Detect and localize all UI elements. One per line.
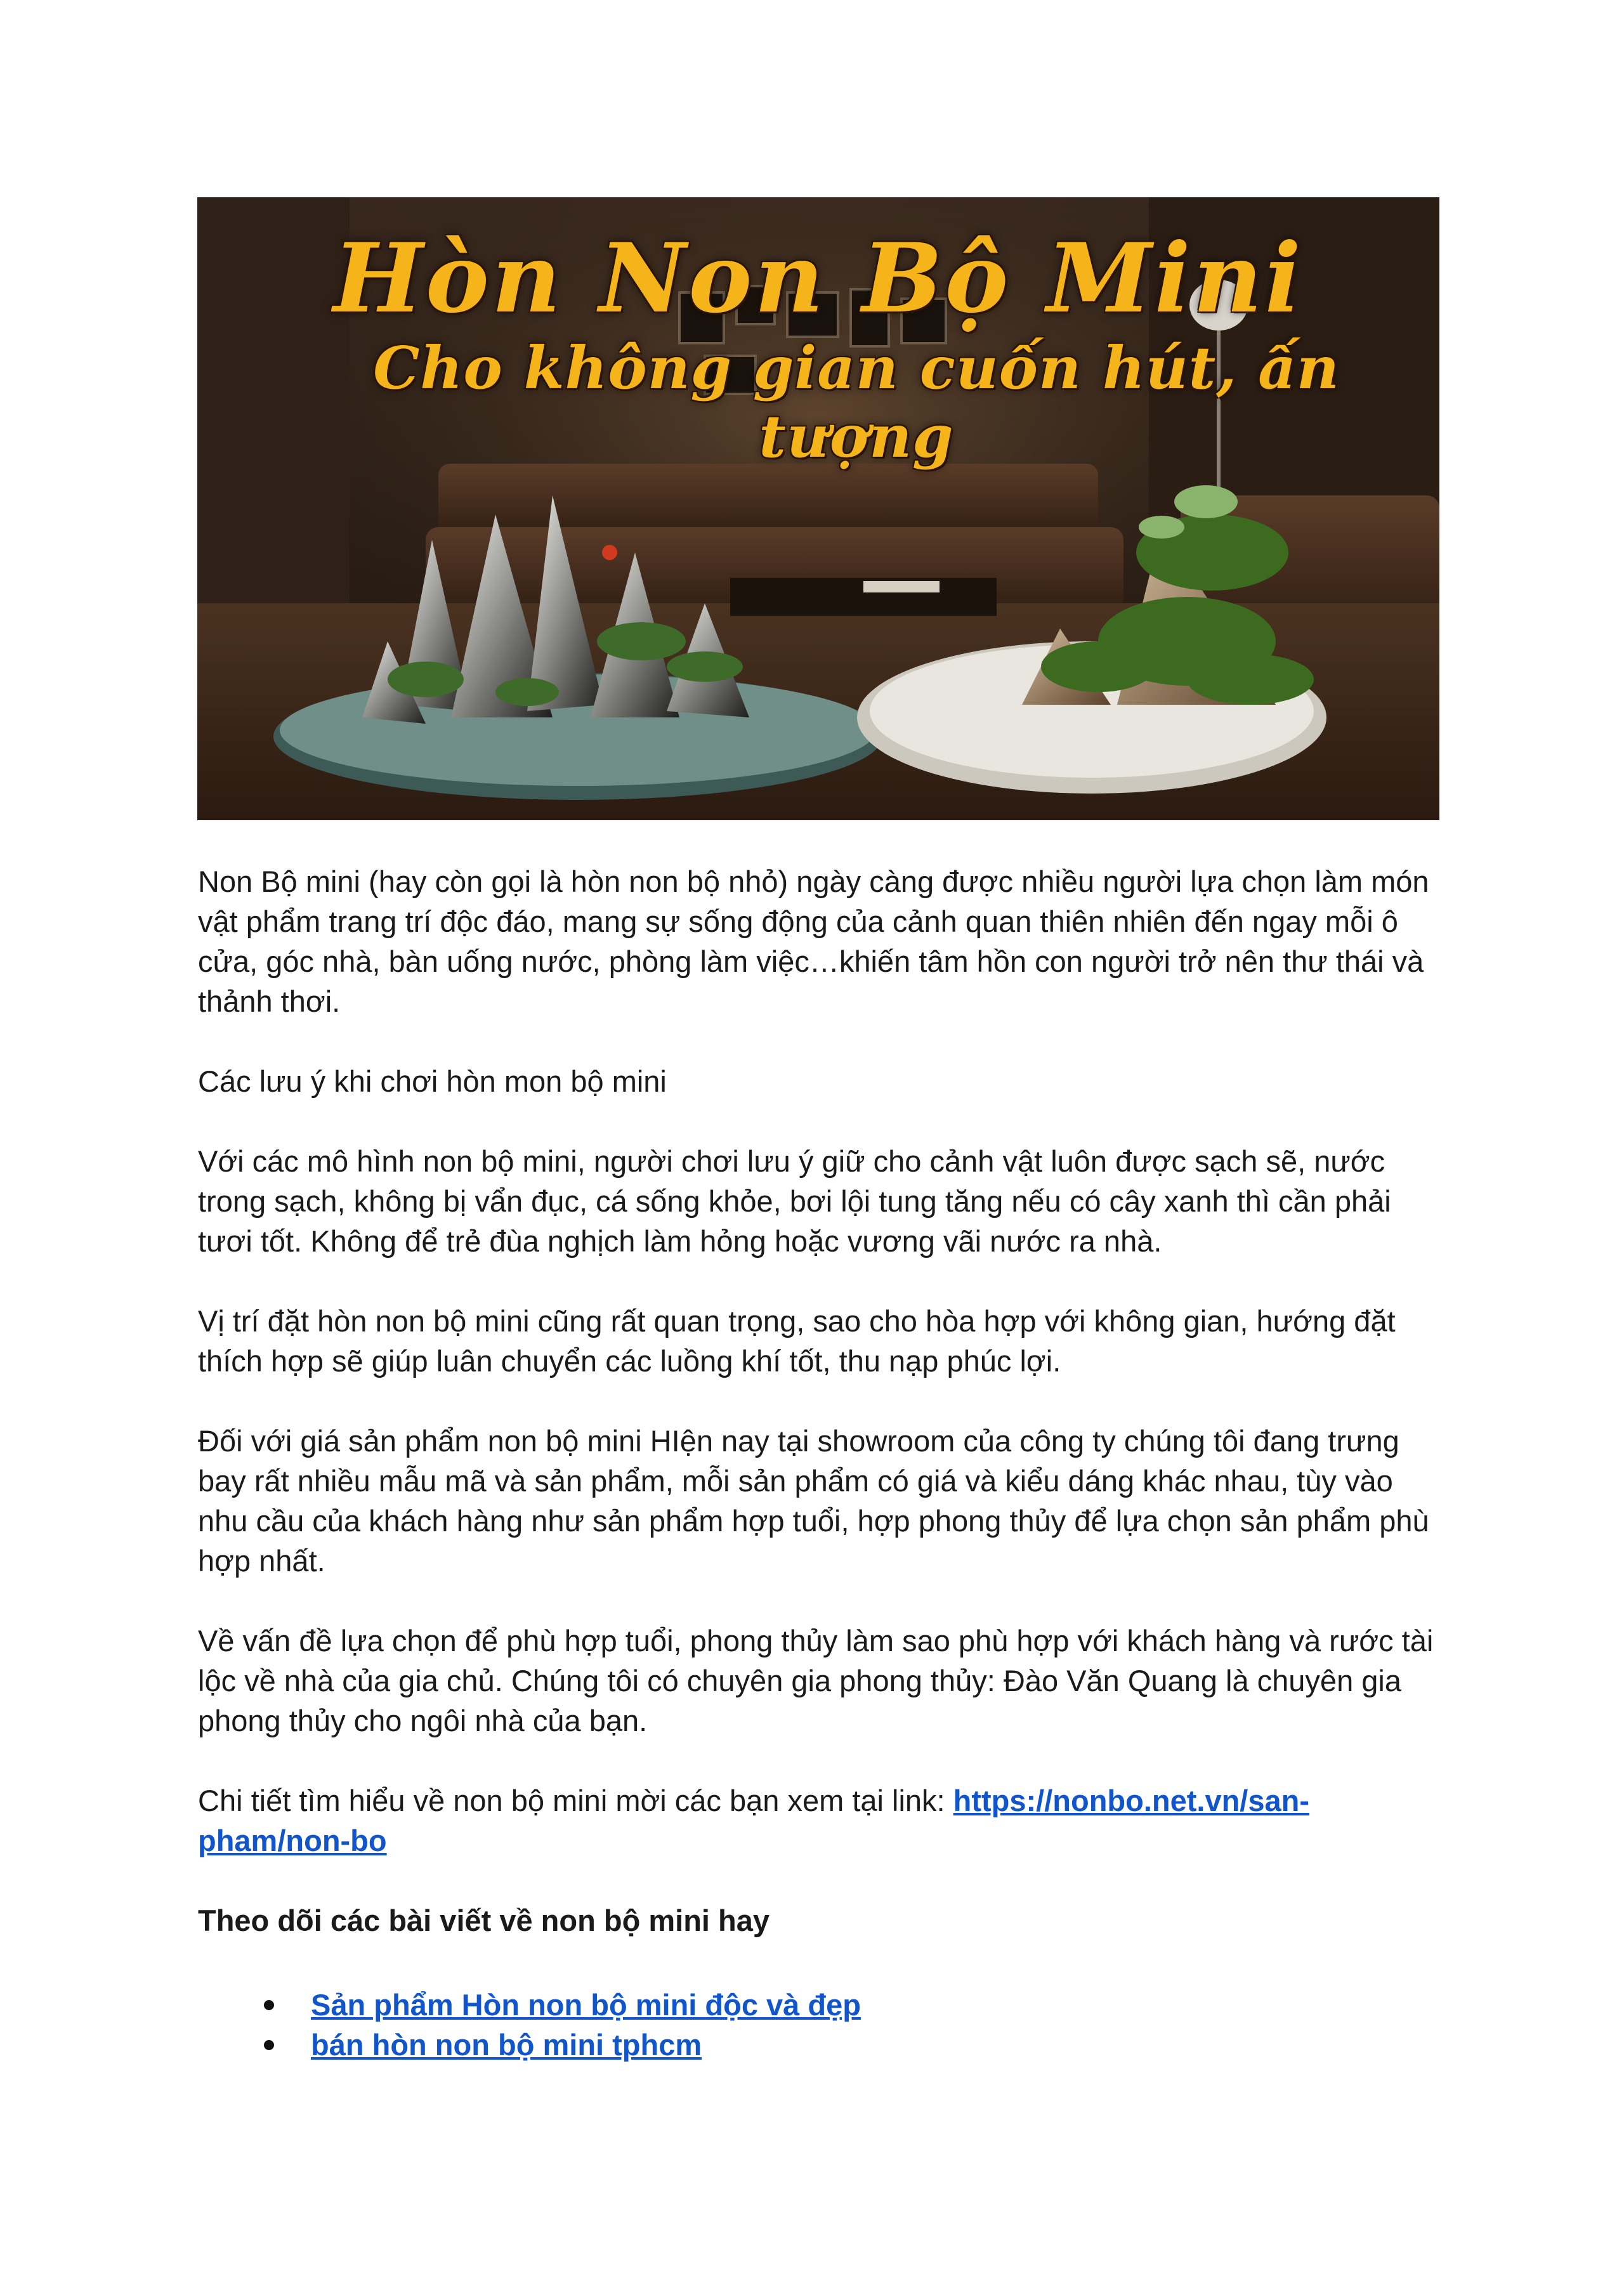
list-item [311,2025,1435,2065]
pricing-paragraph: Đối với giá sản phẩm non bộ mini HIện nay tại showroom của công ty chúng tôi đang trưng bay rất nhiều mẫu mã và sản phẩm, mỗi sản phẩm có giá và kiểu dáng khác nhau, tùy vào nhu cầu của khách hàng như sản phẩm hợp tuổi, hợp phong thủy để lựa chọn sản phẩm phù hợp nhất. [198,1424,1429,1578]
section-heading: Các lưu ý khi chơi hòn mon bộ mini [198,1064,667,1098]
detail-paragraph [198,1781,1435,1860]
care-paragraph: Với các mô hình non bộ mini, người chơi lưu ý giữ cho cảnh vật luôn được sạch sẽ, nước trong sạch, không bị vẩn đục, cá sống khỏe, bơi lội tung tăng nếu có cây xanh thì cần phải tươi tốt. Không để trẻ đùa nghịch làm hỏng hoặc vương vãi nước ra nhà. [198,1144,1391,1258]
article-link-1[interactable]: Sản phẩm Hòn non bộ mini độc và đẹp [311,1988,861,2022]
intro-paragraph: Non Bộ mini (hay còn gọi là hòn non bộ nhỏ) ngày càng được nhiều người lựa chọn làm món vật phẩm trang trí độc đáo, mang sự sống động của cảnh quan thiên nhiên đến ngay mỗi ô cửa, góc nhà, bàn uống nước, phòng làm việc…khiến tâm hồn con người trở nên thư thái và thảnh thơi. [198,865,1429,1018]
banner-subtitle: Cho không gian cuốn hút, ấn tượng [373,334,1340,471]
article-link-2[interactable]: bán hòn non bộ mini tphcm [311,2028,702,2062]
article-body [198,861,1435,2065]
banner-title: Hòn Non Bộ Mini [333,223,1304,334]
list-item [311,1985,1435,2025]
detail-link[interactable]: https://nonbo.net.vn/san-pham/non-bo [198,1784,1309,1857]
placement-paragraph: Vị trí đặt hòn non bộ mini cũng rất quan trọng, sao cho hòa hợp với không gian, hướng đặt thích hợp sẽ giúp luân chuyển các luồng khí tốt, thu nạp phúc lợi. [198,1304,1396,1378]
follow-heading: Theo dõi các bài viết về non bộ mini hay [198,1904,770,1937]
banner-image [197,197,1439,820]
detail-prefix: Chi tiết tìm hiểu về non bộ mini mời các bạn xem tại link: [198,1784,953,1817]
article-links-list [198,1985,1435,2065]
fengshui-paragraph: Về vấn đề lựa chọn để phù hợp tuổi, phong thủy làm sao phù hợp với khách hàng và rước tài lộc về nhà của gia chủ. Chúng tôi có chuyên gia phong thủy: Đào Văn Quang là chuyên gia phong thủy cho ngôi nhà của bạn. [198,1624,1434,1737]
